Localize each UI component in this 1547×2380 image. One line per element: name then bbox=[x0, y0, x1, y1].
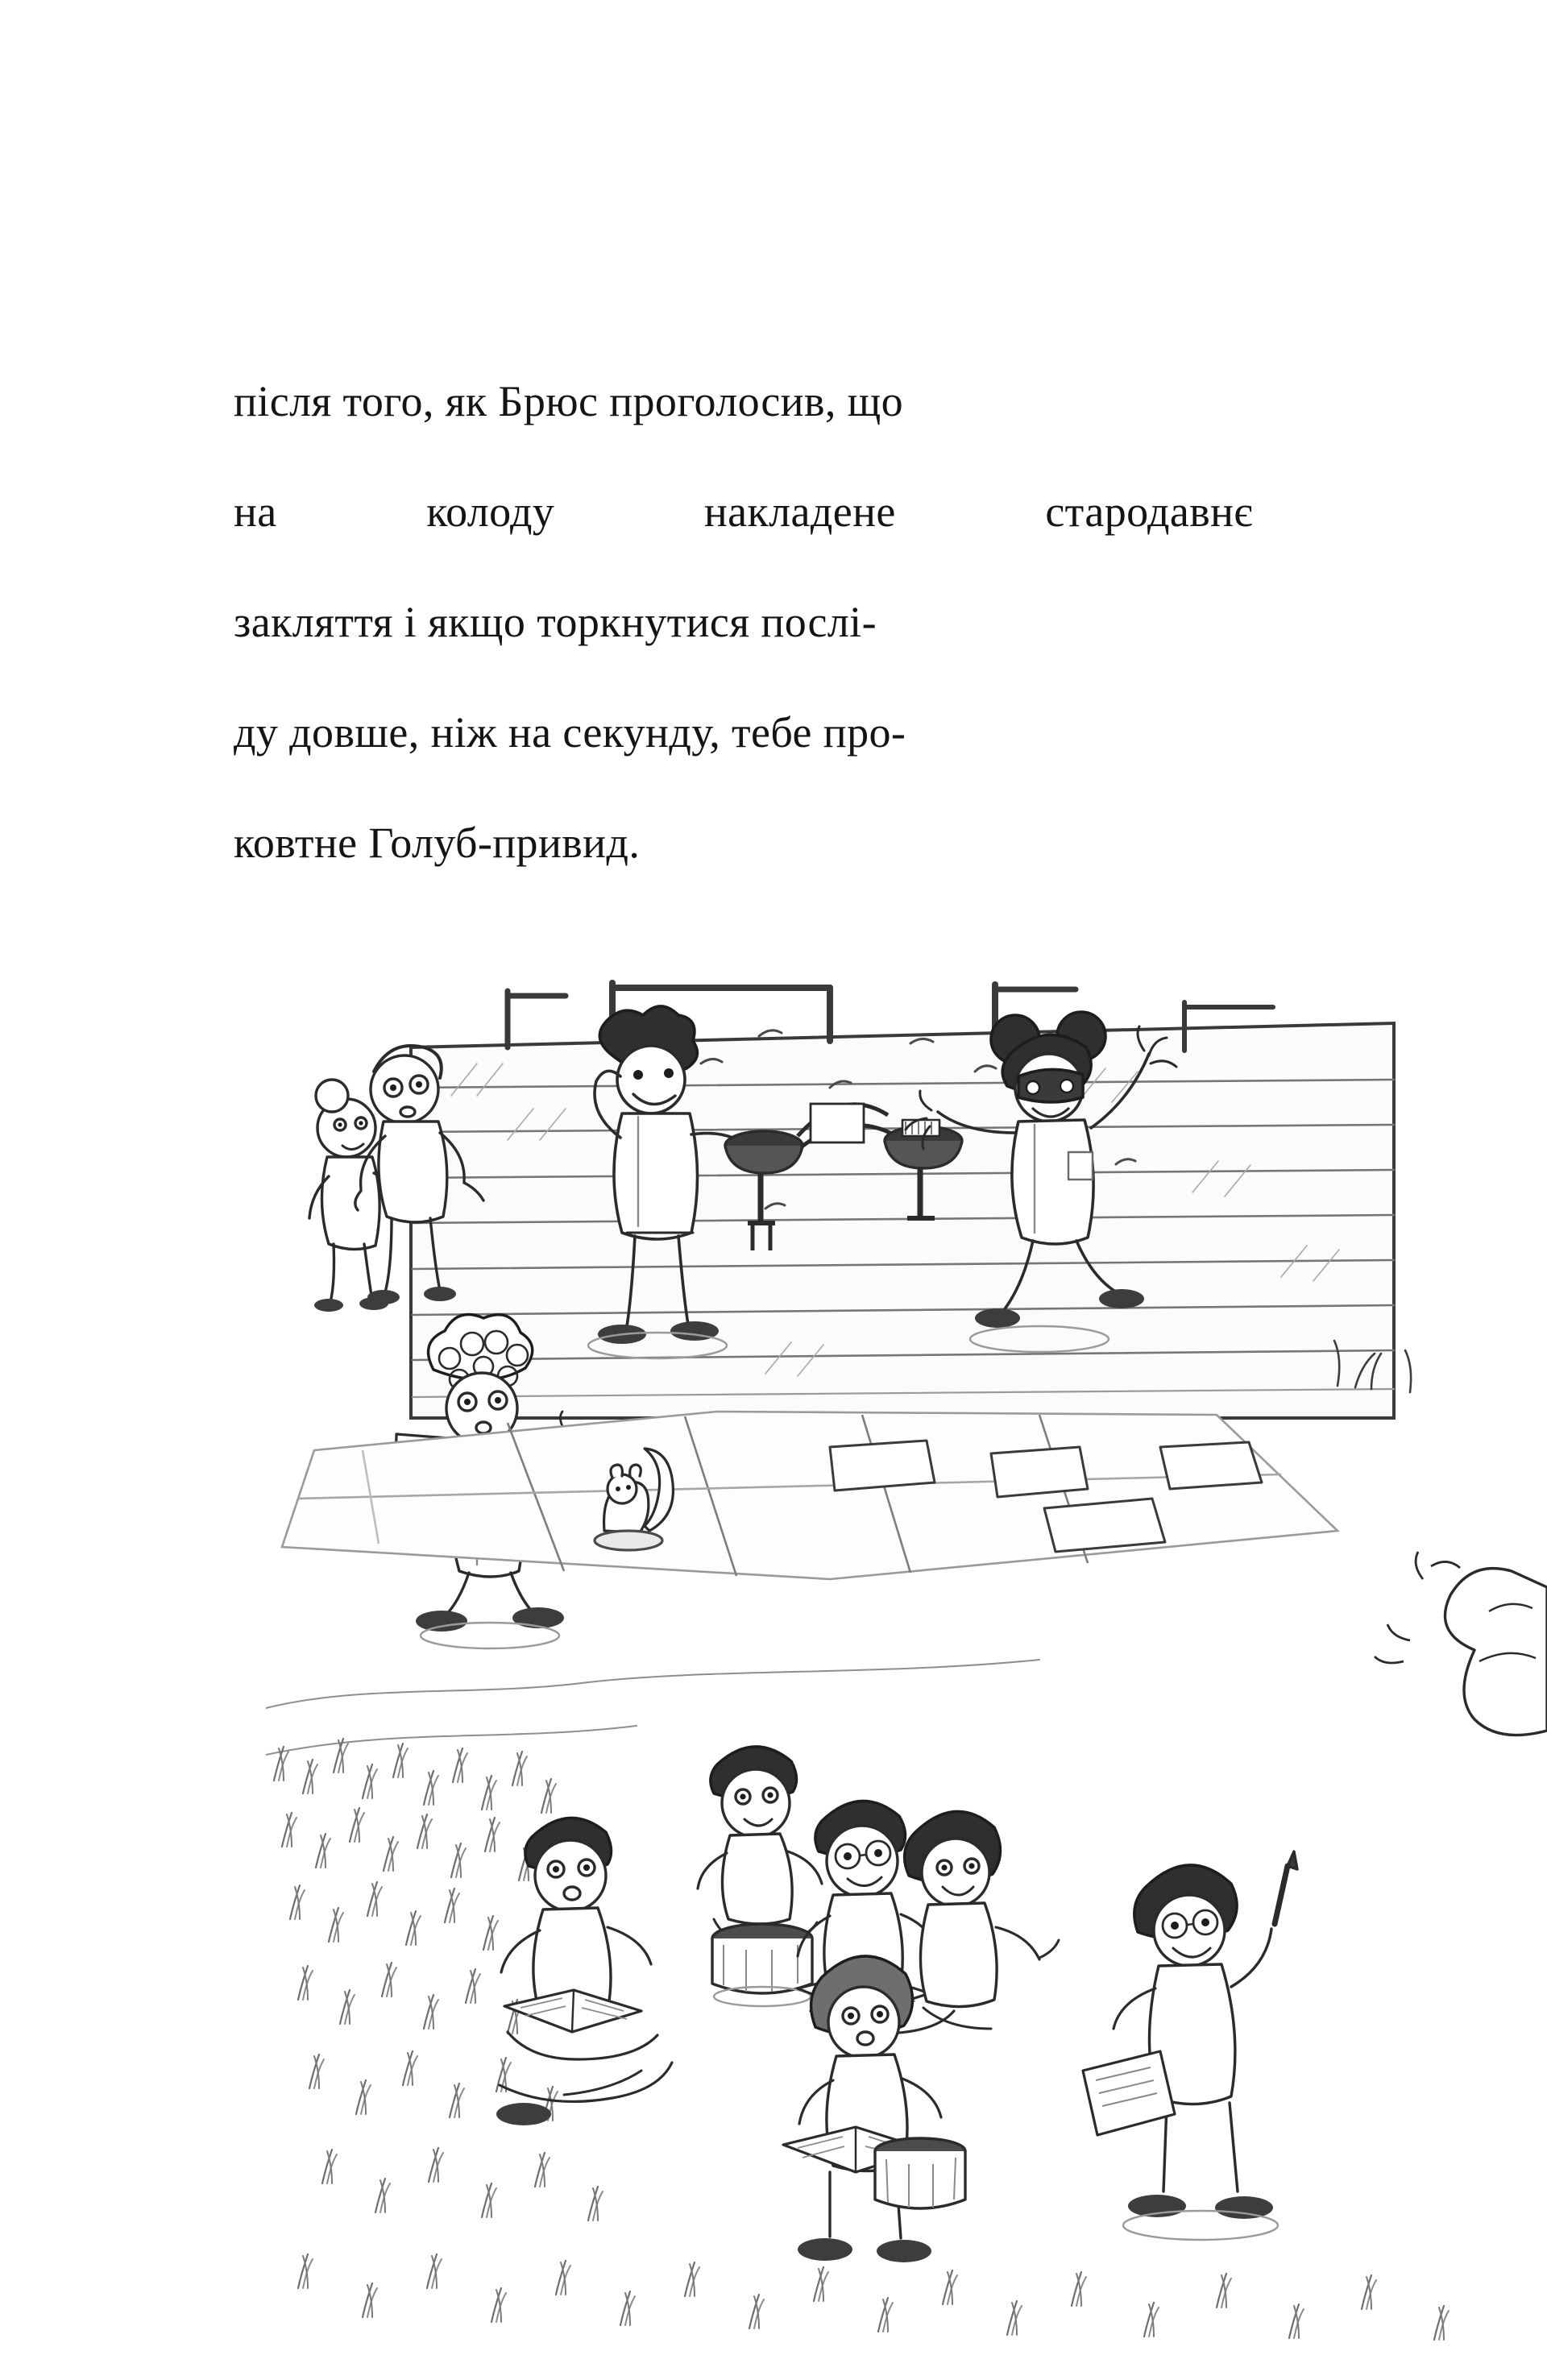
character-boy-with-pencil bbox=[1114, 1851, 1297, 2240]
character-boy-sitting bbox=[698, 1747, 822, 1943]
text-word: на bbox=[234, 487, 277, 536]
whiteboard-panel bbox=[811, 1104, 864, 1142]
log-wall bbox=[411, 983, 1394, 1418]
bush bbox=[1375, 1552, 1547, 1735]
text-line-3: закляття і якщо торкнутися послі- bbox=[234, 598, 877, 646]
text-line-5: ковтне Голуб-привид. bbox=[234, 819, 641, 867]
schoolyard-scene-drawing bbox=[266, 967, 1547, 2380]
log-stump-1 bbox=[712, 1924, 812, 2006]
text-line-4: ду довше, ніж на секунду, тебе про- bbox=[234, 708, 906, 757]
open-book-1 bbox=[504, 1990, 641, 2032]
text-line-1: після того, як Брюс проголосив, що bbox=[234, 377, 904, 425]
character-girl-back-row bbox=[905, 1811, 1059, 2029]
text-word: стародавнє bbox=[1045, 487, 1253, 536]
clipboard-icon bbox=[1083, 2051, 1175, 2135]
character-kid-reading-front bbox=[798, 1956, 941, 2262]
text-word: накладене bbox=[703, 487, 896, 536]
text-line-2 bbox=[234, 457, 1253, 567]
body-text bbox=[234, 346, 1281, 898]
text-word: колоду bbox=[426, 487, 555, 536]
log-stump-2 bbox=[875, 2138, 965, 2208]
